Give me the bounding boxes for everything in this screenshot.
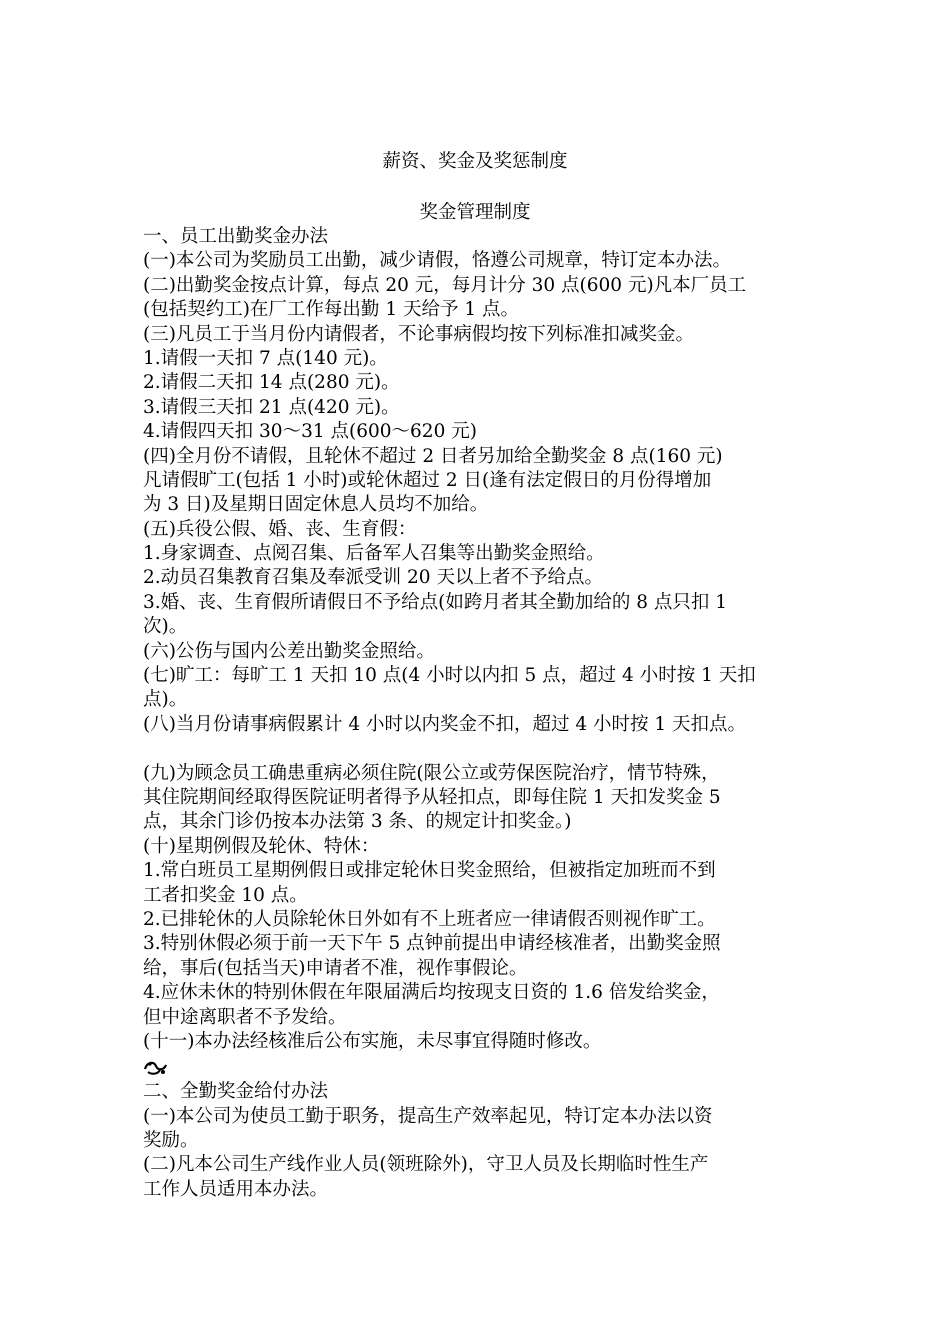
paragraph-line: (十一)本办法经核准后公布实施，未尽事宜得随时修改。 [143,1030,602,1052]
paragraph-line: 给，事后(包括当天)申请者不准，视作事假论。 [143,957,528,979]
paragraph-line: (六)公伤与国内公差出勤奖金照给。 [143,640,435,662]
paragraph-line: (八)当月份请事病假累计 4 小时以内奖金不扣，超过 4 小时按 1 天扣点。 [143,713,747,735]
paragraph-line: 2.请假二天扣 14 点(280 元)。 [143,372,400,394]
paragraph-line: 2.动员召集教育召集及奉派受训 20 天以上者不予给点。 [143,567,603,589]
paragraph-line: (包括契约工)在厂工作每出勤 1 天给予 1 点。 [143,299,519,321]
paragraph-line: (十)星期例假及轮休、特休： [143,835,380,857]
paragraph-line: (一)本公司为使员工勤于职务，提高生产效率起见，特订定本办法以资 [143,1105,713,1127]
paragraph-line: 一、员工出勤奖金办法 [143,226,329,247]
paragraph-line: 但中途离职者不予发给。 [143,1006,347,1028]
paragraph-line: (一)本公司为奖励员工出勤，减少请假，恪遵公司规章，特订定本办法。 [143,250,731,272]
document-title: 薪资、奖金及奖惩制度 [382,151,568,172]
paragraph-line: 1.身家调查、点阅召集、后备军人召集等出勤奖金照给。 [143,543,605,565]
paragraph-line: 点，其余门诊仍按本办法第 3 条、的规定计扣奖金。) [143,811,572,833]
paragraph-line: (四)全月份不请假，且轮休不超过 2 日者另加给全勤奖金 8 点(160 元) [143,445,723,467]
blank-line [143,737,823,761]
paragraph-line: 1.请假一天扣 7 点(140 元)。 [143,347,388,369]
paragraph-line: (九)为顾念员工确患重病必须住院(限公立或劳保医院治疗，情节特殊， [143,762,720,784]
document-body [143,225,823,1202]
paragraph-line: 其住院期间经取得医院证明者得予从轻扣点，即每住院 1 天扣发奖金 5 [143,786,721,808]
paragraph-line: 次)。 [143,616,188,638]
paragraph-line: 工者扣奖金 10 点。 [143,884,308,906]
paragraph-line: 1.常白班员工星期例假日或排定轮休日奖金照给，但被指定加班而不到 [143,860,716,882]
paragraph-line: (五)兵役公假、婚、丧、生育假： [143,518,417,540]
paragraph-line: 4.请假四天扣 30～31 点(600～620 元) [143,421,477,443]
paragraph-line: 工作人员适用本办法。 [143,1178,329,1200]
paragraph-line: 凡请假旷工(包括 1 小时)或轮休超过 2 日(逢有法定假日的月份得增加 [143,469,712,491]
paragraph-line: (二)凡本公司生产线作业人员(领班除外)，守卫人员及长期临时性生产 [143,1154,709,1176]
paragraph-line: 奖励。 [143,1130,199,1152]
paragraph-line: (三)凡员工于当月份内请假者，不论事病假均按下列标准扣减奖金。 [143,323,694,345]
paragraph-line: 3.请假三天扣 21 点(420 元)。 [143,396,400,418]
paragraph-line: 3.婚、丧、生育假所请假日不予给点(如跨月者其全勤加给的 8 点只扣 1 [143,591,728,613]
paragraph-line: 4.应休未休的特别休假在年限届满后均按现支日资的 1.6 倍发给奖金， [143,982,720,1004]
paragraph-line: 为 3 日)及星期日固定休息人员均不加给。 [143,494,489,516]
paragraph-line: (二)出勤奖金按点计算，每点 20 元，每月计分 30 点(600 元)凡本厂员工 [143,274,747,296]
paragraph-line: 点)。 [143,689,188,711]
section-full-attendance-bonus [143,1080,823,1202]
section-title: 奖金管理制度 [419,202,531,223]
paragraph-line: (七)旷工：每旷工 1 天扣 10 点(4 小时以内扣 5 点，超过 4 小时按 1 天扣 [143,665,756,687]
paragraph-line: 二、全勤奖金给付办法 [143,1081,329,1103]
fleuron-ornament-icon [143,1054,823,1080]
paragraph-line: 3.特别休假必须于前一天下午 5 点钟前提出申请经核准者，出勤奖金照 [143,933,721,955]
section-attendance-bonus [143,225,823,737]
paragraph-line: 2.已排轮休的人员除轮休日外如有不上班者应一律请假否则视作旷工。 [143,908,716,930]
section-attendance-bonus-continued [143,762,823,1055]
